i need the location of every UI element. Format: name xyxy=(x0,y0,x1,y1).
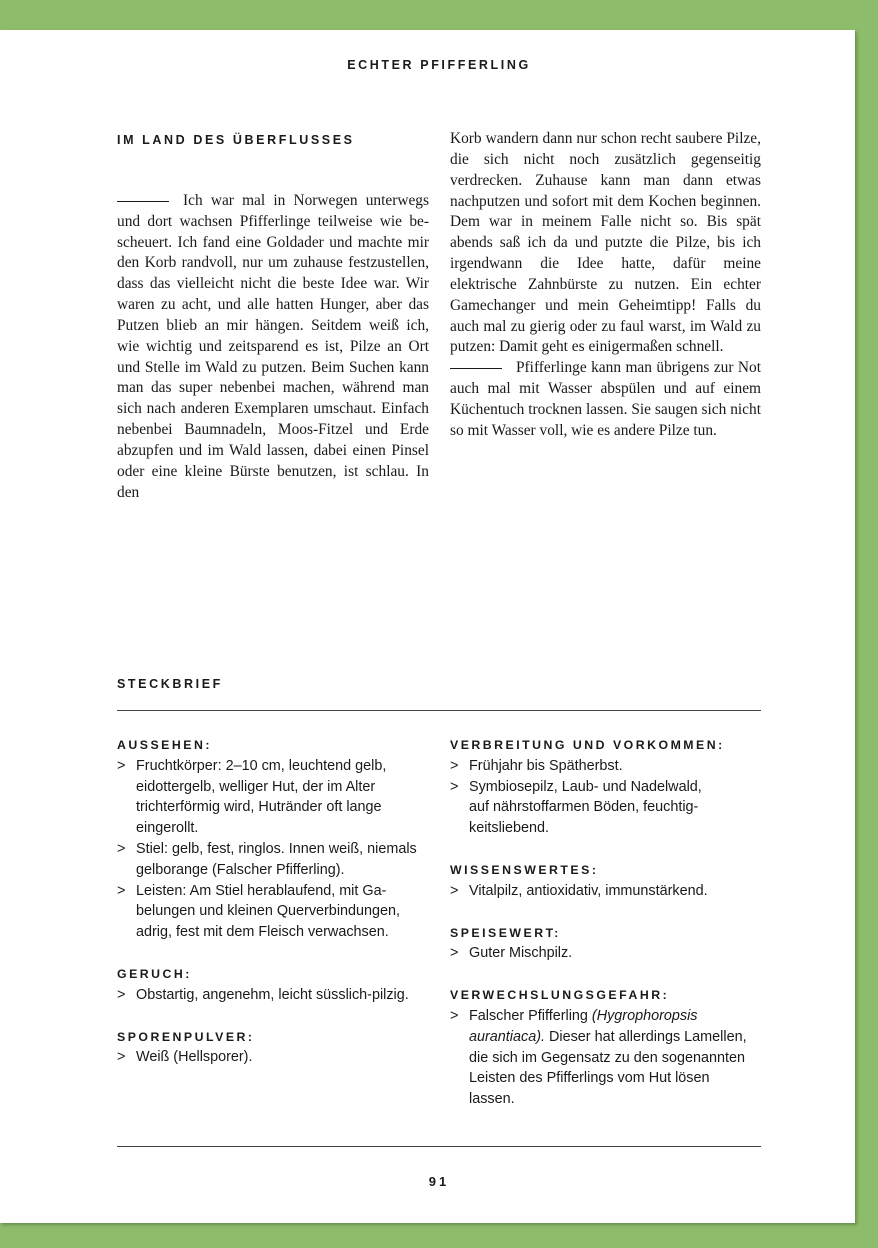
fact-item: > Obstartig, angenehm, leicht süsslich-pilzig. xyxy=(117,985,437,1006)
fact-item: > Falscher Pfifferling (Hygrophoropsis aurantiaca). Dieser hat allerdings Lamellen, die sich im Gegensatz zu den sogenannten Leisten des Pfifferlings vom Hut lösen lassen. xyxy=(450,1007,747,1108)
fact-heading: GERUCH: xyxy=(117,966,192,981)
body-paragraph: Ich war mal in Norwegen unterwegs und dort wachsen Pfifferlinge teilweise wie bescheuert. Ich fand eine Goldader und machte mir den Korb randvoll, nur um zuhause festzustellen, dass das vielleicht nicht die beste Idee war. Wir waren zu acht, und alle hatten Hunger, aber das Putzen blieb an mir hängen. Seitdem weiß ich, wie wichtig und zeitsparend es ist, Pilze an Ort und Stelle im Wald zu putzen. Beim Suchen kann man das super nebenbei machen, während man sich nach anderen Exemplaren umschaut. Einfach nebenbei Baumnadeln, Moos-Fitzel und Erde abzupfen und im Wald lassen, dabei einen Pinsel oder eine kleine Bürste benutzen, ist schlau. In den xyxy=(117,191,429,501)
bullet-marker: > xyxy=(450,757,459,774)
fact-heading: WISSENSWERTES: xyxy=(450,862,599,877)
fact-verwechslung xyxy=(450,985,762,1110)
bullet-marker: > xyxy=(117,986,126,1003)
book-page xyxy=(0,30,855,1223)
fact-heading: SPORENPULVER: xyxy=(117,1029,255,1044)
bullet-marker: > xyxy=(450,1007,459,1024)
body-paragraph: Pfifferlinge kann man übrigens zur Not auch mal mit Wasser abspülen und auf einem Küchentuch trocknen lassen. Sie saugen sich nicht so mit Wasser voll, wie es andere Pilze tun. xyxy=(450,359,761,439)
fact-aussehen xyxy=(117,735,437,943)
fact-heading: VERBREITUNG UND VORKOMMEN: xyxy=(450,738,725,752)
bullet-marker: > xyxy=(450,778,459,795)
fact-item: > Weiß (Hellsporer). xyxy=(117,1047,437,1068)
fact-item: > Guter Mischpilz. xyxy=(450,943,762,964)
bullet-marker: > xyxy=(450,945,459,962)
bullet-marker: > xyxy=(117,840,126,857)
bullet-marker: > xyxy=(117,1049,126,1066)
fact-item: > Vitalpilz, antioxidativ, immunstärkend. xyxy=(450,881,762,902)
fact-item: > Symbiosepilz, Laub- und Nadelwald, auf nährstoffarmen Böden, feuchtigkeitsliebend. xyxy=(450,778,702,837)
body-column-1 xyxy=(117,170,429,504)
facts-column-1 xyxy=(117,735,437,1089)
divider-top xyxy=(117,710,761,711)
fact-heading: SPEISEWERT: xyxy=(450,925,561,940)
divider-bottom xyxy=(117,1146,761,1147)
fact-heading: VERWECHSLUNGSGEFAHR: xyxy=(450,988,670,1003)
bullet-marker: > xyxy=(117,882,126,899)
body-paragraph: Korb wandern dann nur schon recht saubere Pilze, die sich nicht noch zusätzlich gegenseitig verdrecken. Zuhause kann man dann etwas nachputzen und sofort mit dem Kochen beginnen. Dem war in meinem Falle nicht so. Bis spät abends saß ich da und putzte die Pilze, bis ich irgendwann die Idee hatte, dafür meine elektrische Zahnbürste zu nutzen. Ein echter Gamechanger und mein Geheimtipp! Falls du auch mal zu gierig oder zu faul warst, im Wald zu putzen: Damit geht es einigermaßen schnell. xyxy=(450,130,761,356)
fact-heading: AUSSEHEN: xyxy=(117,738,212,752)
fact-item: > Frühjahr bis Spätherbst. xyxy=(450,756,762,777)
fact-verbreitung xyxy=(450,735,762,839)
latin-name: (Hygrophoropsis aurantiaca). xyxy=(469,1007,698,1045)
fact-item: > Leisten: Am Stiel herablaufend, mit Gabelungen und kleinen Querverbindungen, adrig, fest mit dem Fleisch verwachsen. xyxy=(117,882,401,941)
paragraph-rule xyxy=(450,368,502,369)
fact-wissenswertes xyxy=(450,860,762,902)
bullet-marker: > xyxy=(117,757,126,774)
facts-column-2 xyxy=(450,735,762,1131)
fact-speisewert xyxy=(450,923,762,965)
bullet-marker: > xyxy=(450,882,459,899)
paragraph-rule xyxy=(117,201,169,202)
running-head: ECHTER PFIFFERLING xyxy=(347,58,531,72)
section-title: IM LAND DES ÜBERFLUSSES xyxy=(117,133,355,147)
fact-sporenpulver xyxy=(117,1027,437,1069)
fact-geruch xyxy=(117,964,437,1006)
steckbrief-title: STECKBRIEF xyxy=(117,677,223,691)
fact-item: > Fruchtkörper: 2–10 cm, leuchtend gelb, eidottergelb, welliger Hut, der im Alter trichterförmig wird, Hutränder oft lange eingerollt. xyxy=(117,757,387,837)
fact-item: > Stiel: gelb, fest, ringlos. Innen weiß, niemals gelborange (Falscher Pfifferling). xyxy=(117,840,417,878)
body-column-2 xyxy=(450,129,761,442)
page-number: 91 xyxy=(428,1174,450,1189)
